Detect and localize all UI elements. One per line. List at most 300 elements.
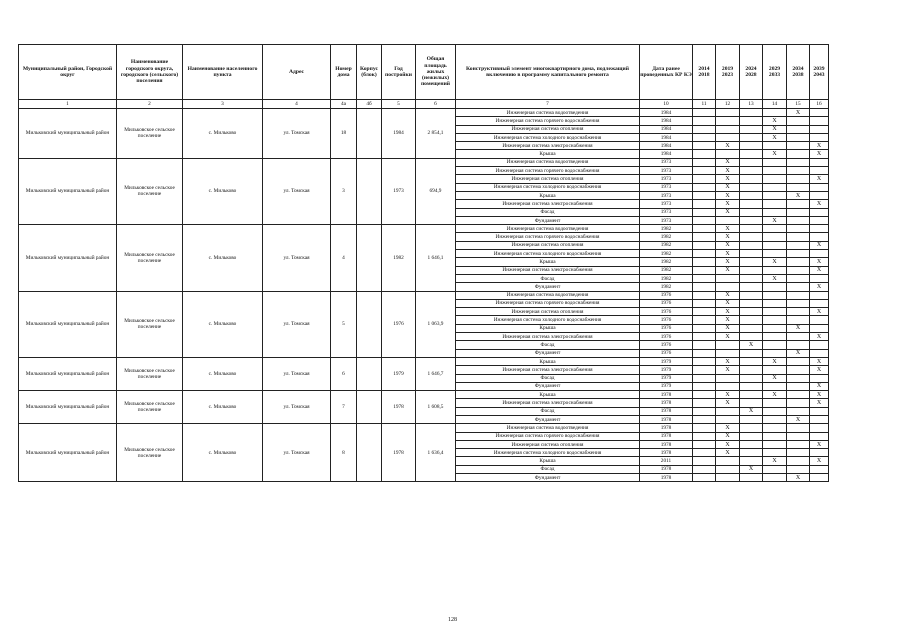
previous-repair-date-cell: 1973 [640,208,693,216]
period-mark-cell [693,133,716,141]
period-mark-cell [693,158,716,166]
block-cell [357,424,382,482]
column-number: 14 [763,100,787,109]
district-cell: Мильковский муниципальный район [19,158,117,224]
header-settlement: Наименование городского округа, городского (сельского) поселения [117,45,183,100]
period-mark-cell [740,357,763,365]
column-number: 4 [263,100,331,109]
block-cell [357,357,382,390]
period-mark-cell [787,175,810,183]
period-mark-cell [787,449,810,457]
previous-repair-date-cell: 1982 [640,274,693,282]
period-mark-cell [787,117,810,125]
period-mark-cell: X [740,465,763,473]
period-mark-cell: X [716,324,740,332]
street-cell: ул. Томская [263,109,331,159]
structural-element-cell: Инженерная система электроснабжения [456,366,640,374]
block-cell [357,158,382,224]
area-cell: 2 854,1 [416,109,456,159]
period-mark-cell [693,357,716,365]
period-mark-cell [740,399,763,407]
period-mark-cell [740,432,763,440]
period-mark-cell [716,283,740,291]
period-mark-cell [716,109,740,117]
period-mark-cell [693,233,716,241]
period-mark-cell [763,291,787,299]
period-mark-cell: X [716,308,740,316]
header-period: 2034 2038 [787,45,810,100]
period-mark-cell [763,399,787,407]
period-mark-cell [763,366,787,374]
period-mark-cell [740,158,763,166]
period-mark-cell [740,258,763,266]
block-cell [357,291,382,357]
district-cell: Мильковский муниципальный район [19,357,117,390]
structural-element-cell: Крыша [456,258,640,266]
period-mark-cell: X [787,415,810,423]
period-mark-cell [716,465,740,473]
period-mark-cell [763,474,787,482]
period-mark-cell: X [810,241,829,249]
period-mark-cell [787,216,810,224]
period-mark-cell [693,167,716,175]
house-number-cell: 6 [331,357,357,390]
period-mark-cell [810,407,829,415]
structural-element-cell: Инженерная система горячего водоснабжения [456,233,640,241]
structural-element-cell: Инженерная система электроснабжения [456,266,640,274]
period-mark-cell [787,308,810,316]
period-mark-cell: X [716,432,740,440]
previous-repair-date-cell: 1978 [640,407,693,415]
structural-element-cell: Инженерная система водоотведения [456,158,640,166]
period-mark-cell: X [716,391,740,399]
period-mark-cell: X [787,191,810,199]
header-period: 2019 2023 [716,45,740,100]
period-mark-cell [763,191,787,199]
previous-repair-date-cell: 1973 [640,200,693,208]
structural-element-cell: Инженерная система электроснабжения [456,333,640,341]
table-row [19,424,829,432]
table-row [19,391,829,399]
year-built-cell: 1982 [382,225,416,291]
period-mark-cell: X [763,125,787,133]
period-mark-cell [740,440,763,448]
period-mark-cell [787,208,810,216]
house-number-cell: 8 [331,424,357,482]
period-mark-cell [763,382,787,390]
column-number: 7 [456,100,640,109]
settlement-cell: Мильковское сельское поселение [117,291,183,357]
period-mark-cell [787,133,810,141]
period-mark-cell [810,216,829,224]
structural-element-cell: Инженерная система водоотведения [456,225,640,233]
period-mark-cell [810,250,829,258]
previous-repair-date-cell: 1984 [640,117,693,125]
locality-cell: с. Мильково [183,109,263,159]
header-year-built: Год постройки [382,45,416,100]
period-mark-cell [810,432,829,440]
period-mark-cell [787,440,810,448]
previous-repair-date-cell: 1982 [640,250,693,258]
previous-repair-date-cell: 1978 [640,415,693,423]
period-mark-cell [693,283,716,291]
period-mark-cell [716,216,740,224]
house-number-cell: 5 [331,291,357,357]
period-mark-cell: X [763,357,787,365]
settlement-cell: Мильковское сельское поселение [117,391,183,424]
period-mark-cell: X [716,191,740,199]
locality-cell: с. Мильково [183,291,263,357]
period-mark-cell [810,191,829,199]
column-number: 1 [19,100,117,109]
period-mark-cell [787,266,810,274]
period-mark-cell [810,424,829,432]
period-mark-cell [810,316,829,324]
period-mark-cell [787,382,810,390]
previous-repair-date-cell: 1984 [640,125,693,133]
house-number-cell: 3 [331,158,357,224]
period-mark-cell [810,299,829,307]
period-mark-cell: X [810,366,829,374]
period-mark-cell [787,432,810,440]
structural-element-cell: Крыша [456,457,640,465]
period-mark-cell [810,291,829,299]
structural-element-cell: Фасад [456,407,640,415]
column-number: 5 [382,100,416,109]
period-mark-cell [740,208,763,216]
period-mark-cell [716,150,740,158]
previous-repair-date-cell: 1982 [640,241,693,249]
previous-repair-date-cell: 1978 [640,465,693,473]
header-locality: Наименование населенного пункта [183,45,263,100]
period-mark-cell [810,167,829,175]
period-mark-cell [763,407,787,415]
structural-element-cell: Инженерная система водоотведения [456,291,640,299]
period-mark-cell [810,183,829,191]
period-mark-cell [740,308,763,316]
period-mark-cell [763,241,787,249]
year-built-cell: 1984 [382,109,416,159]
period-mark-cell [716,415,740,423]
structural-element-cell: Инженерная система холодного водоснабжения [456,250,640,258]
structural-element-cell: Фундамент [456,349,640,357]
period-mark-cell [763,167,787,175]
period-mark-cell [716,382,740,390]
period-mark-cell [763,266,787,274]
period-mark-cell [740,457,763,465]
period-mark-cell [763,432,787,440]
period-mark-cell [693,449,716,457]
period-mark-cell [693,200,716,208]
previous-repair-date-cell: 1976 [640,316,693,324]
structural-element-cell: Инженерная система электроснабжения [456,200,640,208]
period-mark-cell [740,266,763,274]
structural-element-cell: Фундамент [456,283,640,291]
settlement-cell: Мильковское сельское поселение [117,158,183,224]
period-mark-cell [810,449,829,457]
period-mark-cell: X [716,399,740,407]
period-mark-cell: X [763,274,787,282]
column-number: 13 [740,100,763,109]
column-number: 4б [357,100,382,109]
block-cell [357,109,382,159]
street-cell: ул. Томская [263,158,331,224]
period-mark-cell [810,109,829,117]
period-mark-cell [693,117,716,125]
previous-repair-date-cell: 1978 [640,399,693,407]
structural-element-cell: Фасад [456,274,640,282]
period-mark-cell [740,225,763,233]
structural-element-cell: Фасад [456,374,640,382]
area-cell: 1 608,5 [416,391,456,424]
year-built-cell: 1978 [382,391,416,424]
period-mark-cell [787,150,810,158]
previous-repair-date-cell: 1979 [640,374,693,382]
period-mark-cell [787,341,810,349]
period-mark-cell [740,142,763,150]
header-period: 2029 2033 [763,45,787,100]
structural-element-cell: Фасад [456,465,640,473]
year-built-cell: 1978 [382,424,416,482]
period-mark-cell [763,158,787,166]
structural-element-cell: Фасад [456,341,640,349]
period-mark-cell: X [810,142,829,150]
period-mark-cell [740,291,763,299]
table-row [19,158,829,166]
house-number-cell: 4 [331,225,357,291]
period-mark-cell [740,274,763,282]
period-mark-cell: X [716,158,740,166]
period-mark-cell [740,333,763,341]
period-mark-cell [740,200,763,208]
period-mark-cell [740,324,763,332]
period-mark-cell: X [787,109,810,117]
period-mark-cell [740,233,763,241]
previous-repair-date-cell: 1976 [640,299,693,307]
structural-element-cell: Инженерная система отопления [456,125,640,133]
header-block: Корпус (блок) [357,45,382,100]
period-mark-cell [787,366,810,374]
period-mark-cell [763,424,787,432]
structural-element-cell: Инженерная система горячего водоснабжения [456,117,640,125]
period-mark-cell [740,474,763,482]
header-address: Адрес [263,45,331,100]
previous-repair-date-cell: 2011 [640,457,693,465]
previous-repair-date-cell: 1978 [640,440,693,448]
period-mark-cell [693,274,716,282]
period-mark-cell [693,125,716,133]
period-mark-cell [740,175,763,183]
period-mark-cell [787,250,810,258]
period-mark-cell [763,449,787,457]
header-area: Общая площадь жилых (нежилых) помещений [416,45,456,100]
period-mark-cell [693,424,716,432]
structural-element-cell: Крыша [456,324,640,332]
period-mark-cell: X [716,333,740,341]
period-mark-cell [693,266,716,274]
structural-element-cell: Инженерная система холодного водоснабжения [456,183,640,191]
area-cell: 694,9 [416,158,456,224]
period-mark-cell [787,233,810,241]
period-mark-cell [693,241,716,249]
previous-repair-date-cell: 1979 [640,382,693,390]
period-mark-cell: X [716,291,740,299]
period-mark-cell: X [810,357,829,365]
locality-cell: с. Мильково [183,424,263,482]
period-mark-cell [693,341,716,349]
period-mark-cell [763,250,787,258]
period-mark-cell [693,432,716,440]
column-number: 6 [416,100,456,109]
period-mark-cell [693,399,716,407]
previous-repair-date-cell: 1978 [640,424,693,432]
period-mark-cell [693,142,716,150]
period-mark-cell [810,133,829,141]
period-mark-cell: X [810,266,829,274]
period-mark-cell [693,183,716,191]
structural-element-cell: Инженерная система электроснабжения [456,399,640,407]
period-mark-cell [693,391,716,399]
period-mark-cell [810,349,829,357]
period-mark-cell: X [716,250,740,258]
period-mark-cell: X [716,208,740,216]
period-mark-cell [810,474,829,482]
structural-element-cell: Инженерная система горячего водоснабжения [456,167,640,175]
period-mark-cell [740,125,763,133]
period-mark-cell [693,457,716,465]
period-mark-cell: X [810,175,829,183]
column-number: 15 [787,100,810,109]
previous-repair-date-cell: 1973 [640,183,693,191]
locality-cell: с. Мильково [183,357,263,390]
period-mark-cell [763,208,787,216]
period-mark-cell: X [716,258,740,266]
period-mark-cell: X [763,391,787,399]
period-mark-cell [787,167,810,175]
period-mark-cell: X [810,200,829,208]
period-mark-cell: X [763,216,787,224]
period-mark-cell: X [716,142,740,150]
period-mark-cell [787,333,810,341]
period-mark-cell: X [810,308,829,316]
period-mark-cell [763,324,787,332]
period-mark-cell: X [763,117,787,125]
period-mark-cell [763,316,787,324]
period-mark-cell [693,374,716,382]
settlement-cell: Мильковское сельское поселение [117,357,183,390]
previous-repair-date-cell: 1978 [640,391,693,399]
period-mark-cell [693,382,716,390]
street-cell: ул. Томская [263,357,331,390]
structural-element-cell: Инженерная система отопления [456,241,640,249]
header-period: 2024 2028 [740,45,763,100]
previous-repair-date-cell: 1984 [640,133,693,141]
period-mark-cell [693,349,716,357]
structural-element-cell: Крыша [456,391,640,399]
period-mark-cell: X [787,474,810,482]
period-mark-cell [787,183,810,191]
period-mark-cell [740,167,763,175]
locality-cell: с. Мильково [183,225,263,291]
period-mark-cell [787,407,810,415]
period-mark-cell [787,399,810,407]
period-mark-cell [740,283,763,291]
period-mark-cell [740,415,763,423]
column-number: 2 [117,100,183,109]
period-mark-cell [763,415,787,423]
period-mark-cell [787,225,810,233]
period-mark-cell: X [763,374,787,382]
structural-element-cell: Крыша [456,150,640,158]
settlement-cell: Мильковское сельское поселение [117,424,183,482]
period-mark-cell: X [716,357,740,365]
structural-element-cell: Фундамент [456,216,640,224]
previous-repair-date-cell: 1978 [640,432,693,440]
period-mark-cell: X [787,349,810,357]
period-mark-cell [763,200,787,208]
period-mark-cell [716,125,740,133]
table-row [19,291,829,299]
period-mark-cell [716,374,740,382]
period-mark-cell [763,341,787,349]
block-cell [357,391,382,424]
period-mark-cell [740,449,763,457]
period-mark-cell: X [810,440,829,448]
period-mark-cell [716,274,740,282]
period-mark-cell: X [763,258,787,266]
period-mark-cell [763,440,787,448]
capital-repair-table [18,44,829,482]
period-mark-cell [740,366,763,374]
period-mark-cell [740,133,763,141]
period-mark-cell: X [763,150,787,158]
area-cell: 1 063,9 [416,291,456,357]
column-number: 12 [716,100,740,109]
district-cell: Мильковский муниципальный район [19,291,117,357]
period-mark-cell [693,333,716,341]
period-mark-cell: X [810,333,829,341]
period-mark-cell: X [740,407,763,415]
column-number: 16 [810,100,829,109]
previous-repair-date-cell: 1978 [640,449,693,457]
block-cell [357,225,382,291]
period-mark-cell [740,382,763,390]
period-mark-cell [763,175,787,183]
period-mark-cell [693,225,716,233]
structural-element-cell: Инженерная система электроснабжения [456,142,640,150]
period-mark-cell [740,241,763,249]
street-cell: ул. Томская [263,291,331,357]
previous-repair-date-cell: 1982 [640,225,693,233]
period-mark-cell [763,225,787,233]
period-mark-cell [810,158,829,166]
structural-element-cell: Инженерная система отопления [456,440,640,448]
year-built-cell: 1973 [382,158,416,224]
period-mark-cell [693,440,716,448]
period-mark-cell [693,216,716,224]
previous-repair-date-cell: 1976 [640,341,693,349]
structural-element-cell: Инженерная система водоотведения [456,424,640,432]
period-mark-cell [810,225,829,233]
period-mark-cell: X [810,283,829,291]
structural-element-cell: Инженерная система холодного водоснабжения [456,449,640,457]
period-mark-cell [810,415,829,423]
period-mark-cell: X [810,457,829,465]
previous-repair-date-cell: 1978 [640,474,693,482]
period-mark-cell [693,250,716,258]
period-mark-cell [740,316,763,324]
column-number: 10 [640,100,693,109]
